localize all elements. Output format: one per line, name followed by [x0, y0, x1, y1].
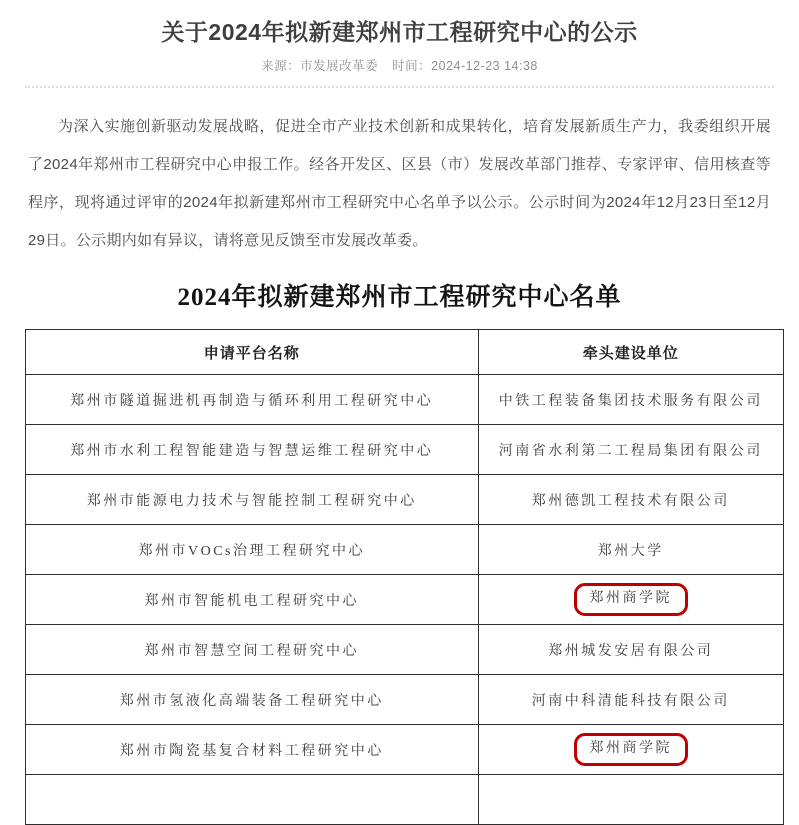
table-row: [26, 525, 784, 575]
table-row: [26, 725, 784, 775]
center-name-cell: [26, 775, 479, 825]
dotted-divider: [25, 86, 774, 88]
table-header-row: [26, 330, 784, 375]
time-value: 2024-12-23 14:38: [431, 59, 538, 73]
meta-line: [0, 56, 799, 74]
lead-unit-text: 郑州商学院: [589, 591, 672, 606]
body-paragraph: 为深入实施创新驱动发展战略，促进全市产业技术创新和成果转化，培育发展新质生产力，我委组织开展了2024年郑州市工程研究中心申报工作。经各开发区、区县（市）发展改革部门推荐、专家评审、信用核查等程序，现将通过评审的2024年拟新建郑州市工程研究中心名单予以公示。公示时间为2024年12月23日至12月29日。公示期内如有异议，请将意见反馈至市发展改革委。: [28, 118, 771, 249]
table-row: [26, 475, 784, 525]
center-name-cell: 郑州市智能机电工程研究中心: [26, 575, 479, 625]
red-highlight-box: [574, 733, 689, 766]
column-header-platform-name: 申请平台名称: [26, 330, 479, 375]
announcement-article: [0, 17, 799, 825]
table-row: [26, 375, 784, 425]
table-row-clipped: [26, 775, 784, 825]
table-row: [26, 675, 784, 725]
list-title: 2024年拟新建郑州市工程研究中心名单: [177, 284, 622, 311]
table-row: [26, 425, 784, 475]
lead-unit-cell: 河南省水利第二工程局集团有限公司: [478, 425, 783, 475]
table-row: [26, 575, 784, 625]
center-name-cell: 郑州市水利工程智能建造与智慧运维工程研究中心: [26, 425, 479, 475]
lead-unit-cell: 中铁工程装备集团技术服务有限公司: [478, 375, 783, 425]
source-value: 市发展改革委: [300, 59, 379, 73]
center-name-cell: 郑州市能源电力技术与智能控制工程研究中心: [26, 475, 479, 525]
center-name-cell: 郑州市陶瓷基复合材料工程研究中心: [26, 725, 479, 775]
column-header-lead-unit: 牵头建设单位: [478, 330, 783, 375]
centers-table: [25, 329, 784, 825]
center-name-cell: 郑州市氢液化高端装备工程研究中心: [26, 675, 479, 725]
lead-unit-cell: [478, 575, 783, 625]
lead-unit-cell: 郑州城发安居有限公司: [478, 625, 783, 675]
lead-unit-cell: 郑州大学: [478, 525, 783, 575]
center-name-cell: 郑州市隧道掘进机再制造与循环利用工程研究中心: [26, 375, 479, 425]
center-name-cell: 郑州市VOCs治理工程研究中心: [26, 525, 479, 575]
lead-unit-text: 郑州商学院: [589, 741, 672, 756]
source-label: 来源：: [261, 59, 301, 73]
table-row: [26, 625, 784, 675]
center-name-cell: 郑州市智慧空间工程研究中心: [26, 625, 479, 675]
time-label: 时间：: [392, 59, 432, 73]
lead-unit-cell: 河南中科清能科技有限公司: [478, 675, 783, 725]
red-highlight-box: [574, 583, 689, 616]
lead-unit-cell: [478, 725, 783, 775]
lead-unit-cell: [478, 775, 783, 825]
page-title: 关于2024年拟新建郑州市工程研究中心的公示: [161, 19, 638, 45]
lead-unit-cell: 郑州德凯工程技术有限公司: [478, 475, 783, 525]
